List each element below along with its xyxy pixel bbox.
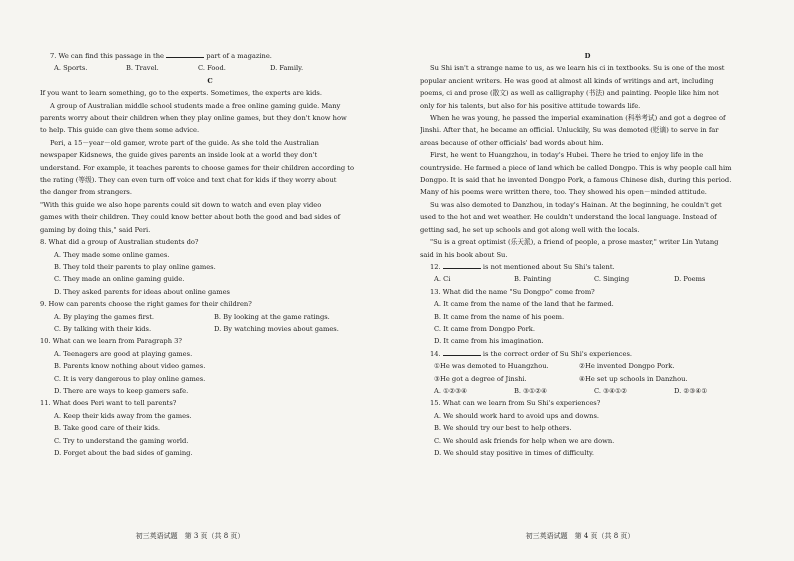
question-14-options: A. ①②③④ B. ③①②④ C. ③④①② D. ②③④① — [434, 386, 708, 395]
option: C. We should ask friends for help when we are down. — [434, 436, 615, 445]
left-page — [40, 50, 380, 459]
question-9-options: A. By playing the games first. B. By looking at the game ratings. — [54, 312, 330, 321]
passage-line: only for his talents, but also for his positive attitude towards life. — [420, 101, 641, 110]
passage-line: newspaper Kidsnews, the guide gives parents an inside look at a world they don't — [40, 151, 318, 160]
option: B. Parents know nothing about video games. — [54, 362, 206, 371]
passage-line: games with their children. They could know better about both the good and bad sides of — [40, 213, 341, 222]
passage-d-heading: D — [584, 52, 591, 60]
question-15: 15. What can we learn from Su Shi's experiences? — [430, 399, 601, 408]
option: C. They made an online gaming guide. — [54, 275, 185, 284]
option: B. We should try our best to help others. — [434, 424, 572, 433]
option: C. It came from Dongpo Pork. — [434, 324, 535, 333]
passage-line: "Su is a great optimist (乐天派), a friend of people, a prose master," writer Lin Yutang — [430, 238, 719, 247]
option: C. It is very dangerous to play online games. — [54, 374, 206, 383]
answer-blank — [443, 261, 481, 269]
passage-line: used to the hot and wet weather. He couldn't understand the local language. Instead of — [420, 213, 717, 222]
option: C. Try to understand the gaming world. — [54, 436, 189, 445]
answer-blank — [166, 50, 204, 58]
passage-line: popular ancient writers. He was good at almost all kinds of writings and art, including — [420, 76, 714, 85]
passage-line: A group of Australian middle school students made a free online gaming guide. Many — [50, 101, 341, 110]
option: D. There are ways to keep gamers safe. — [54, 386, 189, 395]
option: D. Forget about the bad sides of gaming. — [54, 449, 193, 457]
question-9: 9. How can parents choose the right games for their children? — [40, 300, 252, 309]
option: A. Keep their kids away from the games. — [54, 411, 192, 420]
passage-line: said in his book about Su. — [420, 250, 508, 259]
question-9-options: C. By talking with their kids. D. By watching movies about games. — [54, 324, 339, 333]
answer-blank — [443, 348, 481, 356]
page-footer-right: 初三英语试题 第 4 页（共 8 页） — [525, 532, 635, 540]
question-12: 12. is not mentioned about Su Shi's talent. — [430, 262, 615, 271]
question-8: 8. What did a group of Australian students do? — [40, 238, 199, 247]
passage-line: parents worry about their children when they play online games, but they don't know how — [40, 114, 347, 123]
option: D. It came from his imagination. — [434, 337, 544, 346]
passage-line: the danger from strangers. — [40, 188, 132, 197]
passage-line: When he was young, he passed the imperial examination (科举考试) and got a degree of — [430, 114, 726, 123]
option: A. We should work hard to avoid ups and downs. — [434, 411, 600, 420]
option: D. They asked parents for ideas about online games — [54, 287, 230, 296]
option: A. It came from the name of the land that he farmed. — [434, 300, 614, 309]
passage-line: the rating (等级). They can even turn off voice and text chat for kids if they worry about — [40, 176, 337, 185]
question-12-options: A. Ci B. Painting C. Singing D. Poems — [434, 275, 706, 284]
passage-line: Jinshi. After that, he became an official. Unluckily, Su was demoted (贬谪) to serve in far — [420, 126, 719, 135]
option: B. They told their parents to play online games. — [54, 262, 216, 271]
page-footer-left: 初三英语试题 第 3 页（共 8 页） — [135, 532, 245, 540]
question-14: 14. is the correct order of Su Shi's experiences. — [430, 349, 633, 358]
passage-line: countryside. He farmed a piece of land which be called Dongpo. This is why people call him — [420, 163, 732, 172]
passage-line: understand. For example, it teaches parents to choose games for their children according to — [40, 163, 354, 172]
option: B. It came from the name of his poem. — [434, 312, 565, 321]
question-7: 7. We can find this passage in the part of a magazine. — [50, 52, 272, 60]
passage-line: Su was also demoted to Danzhou, in today's Hainan. At the beginning, he couldn't get — [430, 200, 722, 209]
question-7-options: A. Sports. B. Travel. C. Food. D. Family. — [54, 64, 304, 73]
passage-line: First, he went to Huangzhou, in today's Hubei. There he tried to enjoy life in the — [430, 151, 704, 160]
passage-line: poems, ci and prose (散文) as well as calligraphy (书法) and painting. People like him not — [420, 89, 719, 98]
question-13: 13. What did the name "Su Dongpo" come from? — [430, 287, 595, 296]
option: D. We should stay positive in times of difficulty. — [434, 449, 595, 457]
option: B. Take good care of their kids. — [54, 424, 161, 433]
option: A. They made some online games. — [54, 250, 170, 259]
question-10: 10. What can we learn from Paragraph 3? — [40, 337, 182, 346]
passage-line: getting sad, he set up schools and got along well with the locals. — [420, 225, 640, 234]
question-11: 11. What does Peri want to tell parents? — [40, 399, 177, 408]
passage-line: Peri, a 15－year－old gamer, wrote part of the guide. As she told the Australian — [50, 138, 319, 147]
passage-line: Dongpo. It is said that he invented Dongpo Pork, a famous Chinese dish, during this period. — [420, 176, 732, 185]
option: A. Teenagers are good at playing games. — [54, 349, 193, 358]
question-14-items: ③He got a degree of Jinshi. ④He set up schools in Danzhou. — [434, 374, 688, 383]
passage-line: to help. This guide can give them some advice. — [40, 126, 200, 135]
passage-c-heading: C — [207, 76, 213, 85]
passage-line: areas because of other officials' bad words about him. — [420, 138, 604, 147]
right-page — [420, 50, 755, 459]
passage-line: If you want to learn something, go to the experts. Sometimes, the experts are kids. — [40, 89, 322, 98]
passage-line: gaming by doing this," said Peri. — [40, 225, 151, 234]
question-14-items: ①He was demoted to Huangzhou. ②He invented Dongpo Pork. — [434, 362, 675, 371]
passage-line: Su Shi isn't a strange name to us, as we learn his ci in textbooks. Su is one of the most — [430, 64, 725, 73]
passage-line: "With this guide we also hope parents could sit down to watch and even play video — [40, 200, 322, 209]
passage-line: Many of his poems were written there, too. They showed his open－minded attitude. — [420, 188, 707, 197]
